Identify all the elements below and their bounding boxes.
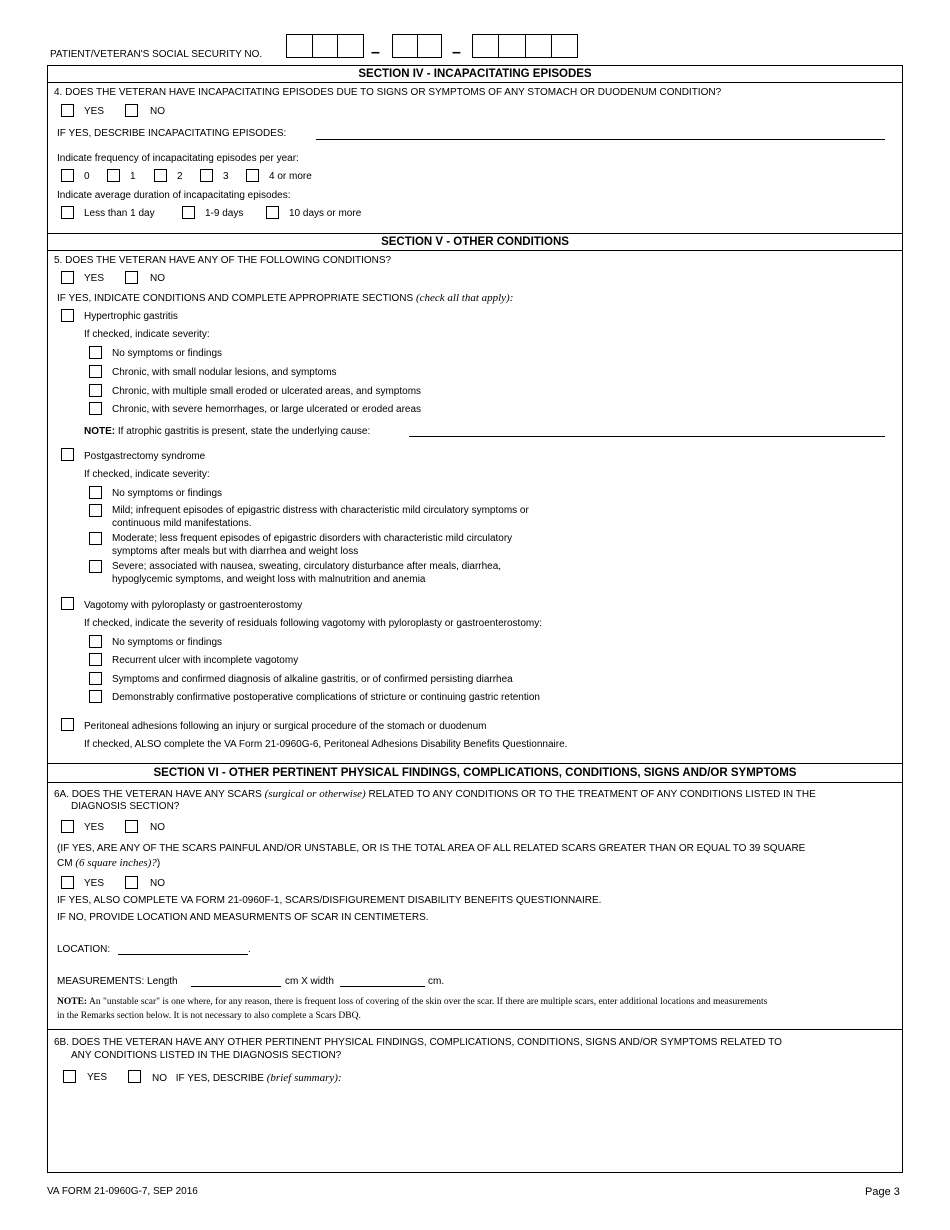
location-label: LOCATION:	[57, 944, 111, 955]
postgas-sev-2-label: Mild; infrequent episodes of epigastric distress with characteristic mild circulatory symptoms or	[112, 505, 529, 516]
q6b-description-area[interactable]	[56, 1090, 894, 1168]
form-number: VA FORM 21-0960G-7, SEP 2016	[47, 1186, 198, 1197]
hyper-sev-1-checkbox[interactable]	[89, 346, 102, 359]
indicate-conditions-text: IF YES, INDICATE CONDITIONS AND COMPLETE APPROPRIATE SECTIONS	[57, 293, 414, 304]
scars-yes-checkbox[interactable]	[61, 876, 74, 889]
q6a-no-label: NO	[150, 822, 165, 833]
location-period: .	[248, 944, 251, 955]
freq-2-checkbox[interactable]	[154, 169, 167, 182]
hyper-sev-2-label: Chronic, with small nodular lesions, and symptoms	[112, 367, 337, 378]
peritoneal-adhesions-label: Peritoneal adhesions following an injury or surgical procedure of the stomach or duodenum	[84, 721, 487, 732]
vago-sev-1-checkbox[interactable]	[89, 635, 102, 648]
scars-if-yes: IF YES, ALSO COMPLETE VA FORM 21-0960F-1, SCARS/DISFIGUREMENT DISABILITY BENEFITS QUESTIONNAIRE.	[57, 895, 602, 906]
describe-episodes-label: IF YES, DESCRIBE INCAPACITATING EPISODES:	[57, 128, 287, 139]
q6a-italic: (surgical or otherwise)	[264, 788, 366, 800]
postgas-sev-1-label: No symptoms or findings	[112, 488, 223, 499]
q6a-yes-checkbox[interactable]	[61, 820, 74, 833]
unstable-scar-note	[57, 996, 767, 1009]
q6b-yes-label: YES	[87, 1072, 108, 1083]
ssn-field-area[interactable]	[286, 34, 364, 58]
q6a-text-1: 6A. DOES THE VETERAN HAVE ANY SCARS	[54, 789, 262, 800]
q6b-no-label: NO	[152, 1073, 167, 1084]
vago-sev-3-checkbox[interactable]	[89, 672, 102, 685]
hypertrophic-severity-label: If checked, indicate severity:	[84, 329, 210, 340]
vago-sev-4-checkbox[interactable]	[89, 690, 102, 703]
length-field[interactable]	[191, 986, 281, 987]
freq-1-label: 1	[130, 171, 136, 182]
postgas-sev-4-label-cont: hypoglycemic symptoms, and weight loss with malnutrition and anemia	[112, 574, 426, 585]
postgas-sev-4-label: Severe; associated with nausea, sweating, circulatory disturbance after meals, diarrhea,	[112, 561, 502, 572]
q6a-no-checkbox[interactable]	[125, 820, 138, 833]
freq-4-label: 4 or more	[269, 171, 312, 182]
ssn-dash: –	[452, 44, 461, 61]
dur-1-9-label: 1-9 days	[205, 208, 244, 219]
q4-no-label: NO	[150, 106, 165, 117]
q6b-describe-label: IF YES, DESCRIBE	[175, 1073, 264, 1084]
ssn-field-serial[interactable]	[472, 34, 578, 58]
q6b-no-checkbox[interactable]	[128, 1070, 141, 1083]
vagotomy-label: Vagotomy with pyloroplasty or gastroenterostomy	[84, 600, 303, 611]
q6b-describe-italic: (brief summary):	[266, 1072, 342, 1084]
q6b-yes-checkbox[interactable]	[63, 1070, 76, 1083]
scars-no-label: NO	[150, 878, 165, 889]
q4-no-checkbox[interactable]	[125, 104, 138, 117]
freq-2-label: 2	[177, 171, 183, 182]
postgas-sev-2-label-cont: continuous mild manifestations.	[112, 518, 252, 529]
dur-10-plus-label: 10 days or more	[289, 208, 362, 219]
width-field[interactable]	[340, 986, 425, 987]
frequency-label: Indicate frequency of incapacitating episodes per year:	[57, 153, 299, 164]
freq-3-label: 3	[223, 171, 229, 182]
unstable-note-2: in the Remarks section below. It is not necessary to also complete a Scars DBQ.	[57, 1011, 361, 1021]
question-4: 4. DOES THE VETERAN HAVE INCAPACITATING EPISODES DUE TO SIGNS OR SYMPTOMS OF ANY STOMACH OR DUODENUM CONDITION?	[54, 87, 722, 98]
unstable-note-1: An "unstable scar" is one where, for any reason, there is frequent loss of covering of the skin over the scar. If there are multiple scars, enter additional locations and measurements	[88, 997, 768, 1007]
vagotomy-severity-label: If checked, indicate the severity of residuals following vagotomy with pyloroplasty or gastroenterostomy:	[84, 618, 542, 629]
scars-painful-q2	[57, 857, 160, 870]
indicate-conditions-italic: (check all that apply):	[415, 292, 514, 304]
postgas-sev-3-label-cont: symptoms after meals but with diarrhea and weight loss	[112, 546, 359, 557]
question-6a	[54, 788, 816, 801]
q5-yes-label: YES	[84, 273, 105, 284]
postgas-sev-3-label: Moderate; less frequent episodes of epigastric disorders with characteristic mild circulatory	[112, 533, 513, 544]
hyper-sev-1-label: No symptoms or findings	[112, 348, 223, 359]
atrophic-cause-field[interactable]	[409, 436, 885, 437]
ssn-dash: –	[371, 44, 380, 61]
peritoneal-also-note: If checked, ALSO complete the VA Form 21-0960G-6, Peritoneal Adhesions Disability Benefits Questionnaire.	[84, 739, 568, 750]
duration-label: Indicate average duration of incapacitating episodes:	[57, 190, 291, 201]
hyper-sev-2-checkbox[interactable]	[89, 365, 102, 378]
q6a-text-2: RELATED TO ANY CONDITIONS OR TO THE TREATMENT OF ANY CONDITIONS LISTED IN THE	[368, 789, 816, 800]
indicate-conditions	[57, 292, 513, 305]
unstable-note-bold: NOTE:	[57, 997, 88, 1007]
hypertrophic-gastritis-checkbox[interactable]	[61, 309, 74, 322]
section-vi-title: SECTION VI - OTHER PERTINENT PHYSICAL FINDINGS, COMPLICATIONS, CONDITIONS, SIGNS AND/OR SYMPTOMS	[153, 767, 797, 779]
dur-less-1-checkbox[interactable]	[61, 206, 74, 219]
q4-yes-label: YES	[84, 106, 105, 117]
scars-if-no: IF NO, PROVIDE LOCATION AND MEASURMENTS OF SCAR IN CENTIMETERS.	[57, 912, 429, 923]
postgas-sev-2-checkbox[interactable]	[89, 504, 102, 517]
postgas-sev-1-checkbox[interactable]	[89, 486, 102, 499]
cm-label: cm.	[428, 976, 445, 987]
scars-yes-label: YES	[84, 878, 105, 889]
q4-yes-checkbox[interactable]	[61, 104, 74, 117]
vago-sev-2-label: Recurrent ulcer with incomplete vagotomy	[112, 655, 299, 666]
postgastrectomy-severity-label: If checked, indicate severity:	[84, 469, 210, 480]
q5-yes-checkbox[interactable]	[61, 271, 74, 284]
peritoneal-adhesions-checkbox[interactable]	[61, 718, 74, 731]
atrophic-note	[84, 426, 370, 438]
hyper-sev-3-checkbox[interactable]	[89, 384, 102, 397]
hyper-sev-4-checkbox[interactable]	[89, 402, 102, 415]
atrophic-note-text: If atrophic gastritis is present, state the underlying cause:	[117, 426, 371, 437]
scars-painful-q1: (IF YES, ARE ANY OF THE SCARS PAINFUL AND/OR UNSTABLE, OR IS THE TOTAL AREA OF ALL RELATED SCARS GREATER THAN OR EQUAL TO 39 SQUARE	[57, 843, 806, 854]
vago-sev-1-label: No symptoms or findings	[112, 637, 223, 648]
ssn-field-group[interactable]	[392, 34, 442, 58]
dur-10-plus-checkbox[interactable]	[266, 206, 279, 219]
question-6b-1: 6B. DOES THE VETERAN HAVE ANY OTHER PERTINENT PHYSICAL FINDINGS, COMPLICATIONS, CONDITIONS, SIGNS AND/OR SYMPTOMS RELATED TO	[54, 1037, 782, 1048]
q5-no-checkbox[interactable]	[125, 271, 138, 284]
ssn-label: PATIENT/VETERAN'S SOCIAL SECURITY NO.	[50, 49, 263, 60]
postgas-sev-3-checkbox[interactable]	[89, 532, 102, 545]
postgas-sev-4-checkbox[interactable]	[89, 560, 102, 573]
vagotomy-checkbox[interactable]	[61, 597, 74, 610]
page-number: Page 3	[865, 1186, 900, 1198]
q6a-yes-label: YES	[84, 822, 105, 833]
atrophic-note-bold: NOTE:	[84, 426, 116, 437]
section-iv-title: SECTION IV - INCAPACITATING EPISODES	[358, 68, 592, 80]
freq-3-checkbox[interactable]	[200, 169, 213, 182]
q5-no-label: NO	[150, 273, 165, 284]
section-v-title: SECTION V - OTHER CONDITIONS	[381, 236, 569, 248]
vago-sev-3-label: Symptoms and confirmed diagnosis of alkaline gastritis, or of confirmed persisting diarrhea	[112, 674, 513, 685]
question-5: 5. DOES THE VETERAN HAVE ANY OF THE FOLLOWING CONDITIONS?	[54, 255, 392, 266]
hyper-sev-4-label: Chronic, with severe hemorrhages, or large ulcerated or eroded areas	[112, 404, 422, 415]
q6a-text-3: DIAGNOSIS SECTION?	[71, 801, 180, 812]
scars-painful-end: )	[156, 858, 161, 869]
freq-0-label: 0	[84, 171, 90, 182]
describe-episodes-field[interactable]	[316, 139, 885, 140]
measurements-label: MEASUREMENTS: Length	[57, 976, 178, 987]
dur-less-1-label: Less than 1 day	[84, 208, 155, 219]
dur-1-9-checkbox[interactable]	[182, 206, 195, 219]
hypertrophic-gastritis-label: Hypertrophic gastritis	[84, 311, 178, 322]
postgastrectomy-checkbox[interactable]	[61, 448, 74, 461]
freq-4-checkbox[interactable]	[246, 169, 259, 182]
scars-painful-italic: (6 square inches)?	[75, 857, 157, 869]
vago-sev-2-checkbox[interactable]	[89, 653, 102, 666]
cm-x-width-label: cm X width	[285, 976, 334, 987]
scars-no-checkbox[interactable]	[125, 876, 138, 889]
q6b-no-block	[152, 1072, 342, 1085]
question-6b-2: ANY CONDITIONS LISTED IN THE DIAGNOSIS SECTION?	[71, 1050, 342, 1061]
hyper-sev-3-label: Chronic, with multiple small eroded or ulcerated areas, and symptoms	[112, 386, 422, 397]
vago-sev-4-label: Demonstrably confirmative postoperative complications of stricture or continuing gastric retention	[112, 692, 540, 703]
freq-1-checkbox[interactable]	[107, 169, 120, 182]
location-field[interactable]	[118, 954, 248, 955]
freq-0-checkbox[interactable]	[61, 169, 74, 182]
postgastrectomy-label: Postgastrectomy syndrome	[84, 451, 206, 462]
scars-painful-cm: CM	[57, 858, 73, 869]
